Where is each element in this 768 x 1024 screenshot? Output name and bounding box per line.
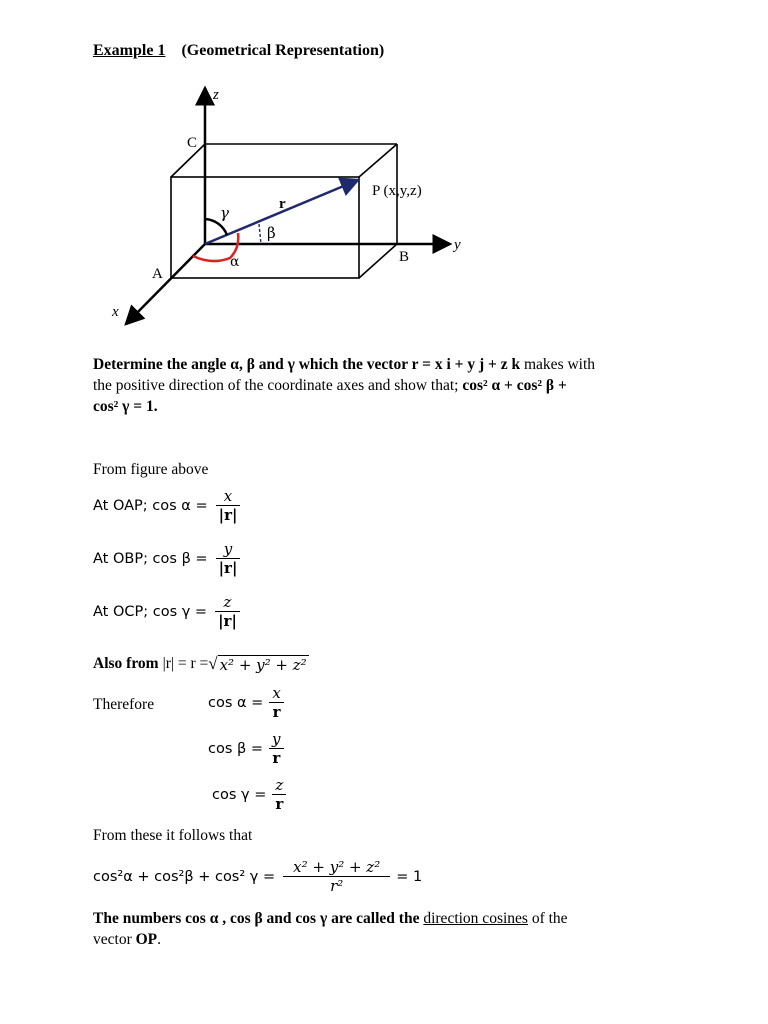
example-label: Example 1 [93, 42, 166, 59]
therefore-row-2: cos β = $\frac{y}{r}$ [208, 730, 284, 767]
fraction: $\frac{x}{|r|}$ [216, 487, 241, 524]
point-a-label: A [152, 266, 163, 282]
example-subtitle: (Geometrical Representation) [181, 42, 385, 59]
r-label: r [279, 196, 286, 212]
point-c-label: C [187, 135, 198, 151]
therefore-row-3: cos γ = $\frac{z}{r}$ [212, 776, 286, 813]
problem-line-1: Determine the angle α, β and γ which the vector r = x i + y j + z k makes with [93, 356, 596, 373]
x-label: x [112, 304, 119, 320]
final-identity: cos²α + cos²β + cos² γ = $\frac{\text{x² + y² + z²}}{\text{r²}}$ = 1 [93, 858, 423, 895]
y-label: y [454, 237, 461, 253]
alpha-label: α [230, 254, 240, 270]
equation-ocp: At OCP; cos γ = $\frac{z}{|r|}$ [93, 593, 240, 630]
conclusion-line-2: vector OP. [93, 931, 162, 948]
follows-text: From these it follows that [93, 827, 253, 844]
point-b-label: B [399, 249, 410, 265]
from-figure-text: From figure above [93, 461, 209, 478]
conclusion-line-1: The numbers cos α , cos β and cos γ are called the direction cosines of the [93, 910, 568, 927]
fraction: $\frac{x}{r}$ [269, 684, 283, 721]
magnitude-equation: Also from |r| = r = √ x² + y² + z² [93, 654, 307, 674]
conclusion [93, 908, 568, 950]
geometry-figure [0, 75, 768, 335]
beta-arc [259, 224, 261, 244]
gamma-label: γ [220, 204, 229, 222]
direction-cosines-term: direction cosines [423, 910, 528, 927]
therefore-row-1: cos α = $\frac{x}{r}$ [208, 684, 284, 721]
fraction: $\frac{z}{|r|}$ [215, 593, 240, 630]
fraction: $\frac{y}{|r|}$ [216, 540, 241, 577]
page-title [93, 42, 384, 60]
sqrt-symbol: √ [208, 654, 218, 673]
problem-statement [93, 354, 595, 417]
z-label: z [213, 87, 219, 103]
fraction: $\frac{z}{r}$ [272, 776, 286, 813]
problem-line-3: cos² γ = 1. [93, 398, 158, 415]
point-p-label: P (x,y,z) [372, 183, 422, 199]
fraction: $\frac{y}{r}$ [269, 730, 283, 767]
therefore-label: Therefore [93, 696, 155, 713]
equation-oap: At OAP; cos α = $\frac{x}{|r|}$ [93, 487, 240, 524]
fraction: $\frac{\text{x² + y² + z²}}{\text{r²}}$ [283, 858, 390, 895]
problem-line-2: the positive direction of the coordinate axes and show that; cos² α + cos² β + [93, 377, 567, 394]
beta-label: β [267, 224, 276, 242]
equation-obp: At OBP; cos β = $\frac{y}{|r|}$ [93, 540, 240, 577]
